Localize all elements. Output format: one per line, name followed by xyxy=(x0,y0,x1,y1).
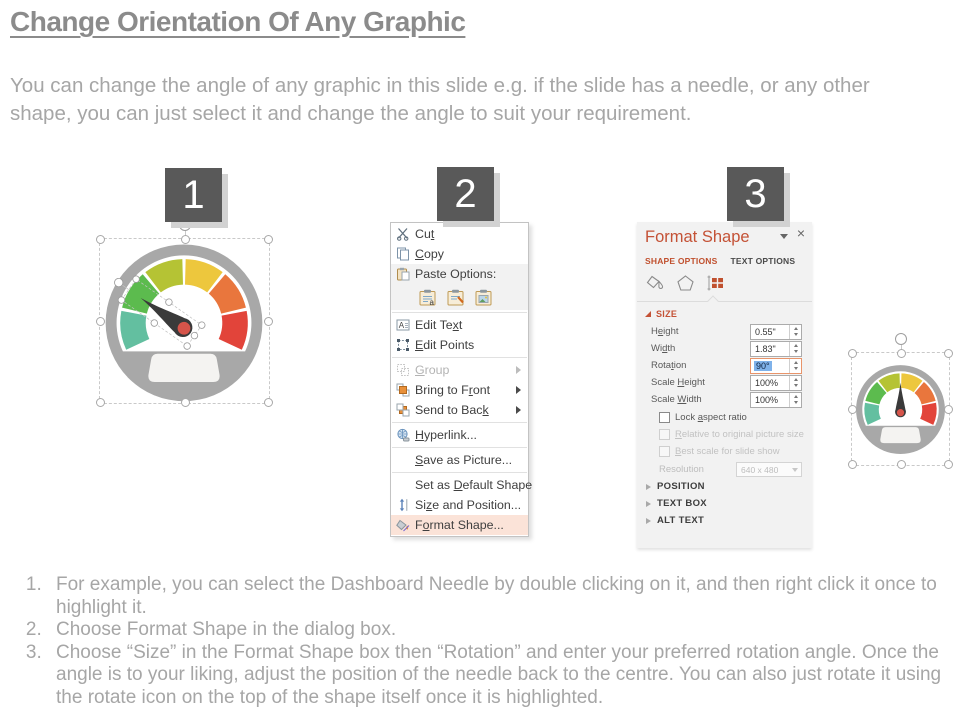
menu-item-send-to-back[interactable] xyxy=(391,400,528,420)
width-input[interactable] xyxy=(750,341,802,357)
menu-item-size-and-position[interactable] xyxy=(391,495,528,515)
rotate-handle-icon[interactable] xyxy=(895,333,907,345)
field-row-scale-width xyxy=(637,391,812,408)
menu-item-label: Size and Position... xyxy=(415,498,522,512)
expand-triangle-icon xyxy=(646,484,651,490)
menu-separator xyxy=(392,312,527,313)
menu-item-label: Copy xyxy=(415,247,444,261)
panel-divider xyxy=(637,301,812,302)
height-input[interactable] xyxy=(750,324,802,340)
menu-item-group xyxy=(391,360,528,380)
fill-line-icon[interactable] xyxy=(646,274,665,292)
section-label: ALT TEXT xyxy=(657,515,705,526)
menu-item-label: Edit Text xyxy=(415,318,463,332)
menu-item-label: Save as Picture... xyxy=(415,453,513,467)
checkbox-label: Lock aspect ratio xyxy=(675,412,747,423)
expand-triangle-icon xyxy=(646,518,651,524)
tab-text-options[interactable]: TEXT OPTIONS xyxy=(730,256,796,266)
submenu-arrow-icon xyxy=(516,406,521,414)
menu-item-copy[interactable] xyxy=(391,244,528,264)
section-label: POSITION xyxy=(657,481,705,492)
resize-handle[interactable] xyxy=(181,235,190,244)
resize-handle[interactable] xyxy=(264,398,273,407)
effects-icon[interactable] xyxy=(676,274,695,292)
resize-handle[interactable] xyxy=(96,398,105,407)
menu-item-cut[interactable] xyxy=(391,224,528,244)
panel-menu-caret-icon[interactable] xyxy=(780,234,788,239)
paste-picture-icon[interactable] xyxy=(473,287,496,308)
menu-item-label: Send to Back xyxy=(415,403,489,417)
format-shape-icon xyxy=(391,518,415,532)
menu-separator xyxy=(392,357,527,358)
field-label: Height xyxy=(651,326,679,337)
spinner-icon[interactable] xyxy=(789,359,801,373)
resolution-label: Resolution xyxy=(659,464,704,475)
paste-keep-source-formatting-icon[interactable] xyxy=(417,287,440,308)
instructions-list xyxy=(10,574,955,709)
edit-points-icon xyxy=(391,338,415,352)
menu-separator xyxy=(392,447,527,448)
checkbox-best-scale xyxy=(637,444,812,459)
submenu-arrow-icon xyxy=(516,366,521,374)
field-row-rotation xyxy=(637,357,812,374)
menu-item-label: Group xyxy=(415,363,450,377)
checkbox-icon xyxy=(659,446,670,457)
field-row-width xyxy=(637,340,812,357)
checkbox-icon xyxy=(659,429,670,440)
dropdown-caret-icon xyxy=(792,468,798,472)
paste-icon xyxy=(391,267,415,281)
section-text-box[interactable] xyxy=(637,495,812,512)
resize-handle[interactable] xyxy=(848,349,857,358)
scale-height-input[interactable] xyxy=(750,375,802,391)
step-badge-1 xyxy=(165,168,222,222)
resize-handle[interactable] xyxy=(181,398,190,407)
panel-title: Format Shape xyxy=(645,228,750,246)
resize-handle[interactable] xyxy=(848,405,857,414)
field-value-selected: 90° xyxy=(756,360,770,371)
menu-separator xyxy=(392,472,527,473)
resize-handle[interactable] xyxy=(848,460,857,469)
step-badge-2 xyxy=(437,167,494,221)
checkbox-icon[interactable] xyxy=(659,412,670,423)
field-label: Scale Height xyxy=(651,377,705,388)
panel-tabs xyxy=(637,247,812,266)
field-label: Rotation xyxy=(651,360,687,371)
scissors-icon xyxy=(391,227,415,241)
menu-separator xyxy=(392,422,527,423)
menu-item-format-shape[interactable] xyxy=(391,515,528,535)
field-row-height xyxy=(637,323,812,340)
collapse-triangle-icon xyxy=(645,311,651,317)
resize-handle[interactable] xyxy=(897,460,906,469)
edit-text-icon xyxy=(391,318,415,332)
send-to-back-icon xyxy=(391,403,415,417)
rotation-input[interactable] xyxy=(750,358,802,374)
step-badge-3 xyxy=(727,167,784,221)
resize-handle[interactable] xyxy=(96,235,105,244)
spinner-icon[interactable] xyxy=(789,376,801,390)
menu-item-label: Edit Points xyxy=(415,338,475,352)
resize-handle[interactable] xyxy=(96,317,105,326)
menu-item-bring-to-front[interactable] xyxy=(391,380,528,400)
spinner-icon[interactable] xyxy=(789,342,801,356)
checkbox-lock-aspect-ratio[interactable] xyxy=(637,410,812,425)
menu-item-paste-options xyxy=(391,264,528,284)
menu-item-save-as-picture[interactable] xyxy=(391,450,528,470)
resize-handle[interactable] xyxy=(944,460,953,469)
section-position[interactable] xyxy=(637,478,812,495)
scale-width-input[interactable] xyxy=(750,392,802,408)
field-value: 100% xyxy=(755,394,779,405)
menu-item-hyperlink[interactable] xyxy=(391,425,528,445)
dashboard-gauge[interactable] xyxy=(102,239,266,403)
menu-item-edit-text[interactable] xyxy=(391,315,528,335)
spinner-icon[interactable] xyxy=(789,393,801,407)
result-dashboard-gauge[interactable] xyxy=(854,362,947,455)
section-label: TEXT BOX xyxy=(657,498,707,509)
field-value: 1.83" xyxy=(755,343,776,354)
instruction-item: 3. Choose “Size” in the Format Shape box then “Rotation” and enter your preferred rotation angle. Once the angle is to your liking, adjust the position of the needle back to the centre. You can also just rotate it using the rotate icon on the top of the shape itself once it is highlighted. xyxy=(47,642,955,710)
intro-text: You can change the angle of any graphic in this slide e.g. if the slide has a needle, or any other shape, you can just select it and change the angle to suit your requirement. xyxy=(10,74,870,125)
menu-item-label: Format Shape... xyxy=(415,518,504,532)
resize-handle[interactable] xyxy=(264,317,273,326)
hyperlink-icon xyxy=(391,428,415,442)
paste-options-row xyxy=(391,284,528,310)
resolution-row xyxy=(637,461,812,478)
step-number: 1 xyxy=(182,172,205,217)
size-properties-icon[interactable] xyxy=(706,274,725,292)
bring-to-front-icon xyxy=(391,383,415,397)
step-number: 2 xyxy=(454,171,477,216)
gauge-selection-box[interactable] xyxy=(99,238,270,404)
resolution-dropdown xyxy=(736,462,802,477)
panel-close-icon[interactable]: × xyxy=(796,225,805,241)
page-title: Change Orientation Of Any Graphic xyxy=(10,6,466,37)
checkbox-label: Best scale for slide show xyxy=(675,446,780,457)
size-position-icon xyxy=(391,498,415,512)
copy-icon xyxy=(391,247,415,261)
size-section-header[interactable] xyxy=(637,302,812,323)
svg-text:A: A xyxy=(398,321,405,331)
step-number: 3 xyxy=(744,171,767,216)
menu-item-edit-points[interactable] xyxy=(391,335,528,355)
field-row-scale-height xyxy=(637,374,812,391)
menu-item-label: Set as Default Shape xyxy=(415,478,533,492)
result-gauge-selection-box[interactable] xyxy=(851,352,950,466)
menu-item-set-as-default-shape[interactable] xyxy=(391,475,533,495)
checkbox-relative-to-original xyxy=(637,427,812,442)
svg-text:a: a xyxy=(429,297,434,306)
tab-shape-options[interactable]: SHAPE OPTIONS xyxy=(645,256,718,266)
menu-item-label: Hyperlink... xyxy=(415,428,477,442)
group-icon xyxy=(391,363,415,377)
resize-handle[interactable] xyxy=(264,235,273,244)
resize-handle[interactable] xyxy=(897,349,906,358)
instruction-item: 2. Choose Format Shape in the dialog box. xyxy=(47,619,955,642)
section-alt-text[interactable] xyxy=(637,512,812,529)
expand-triangle-icon xyxy=(646,501,651,507)
field-value: 100% xyxy=(755,377,779,388)
checkbox-label: Relative to original picture size xyxy=(675,429,804,440)
field-label: Width xyxy=(651,343,676,354)
field-label: Scale Width xyxy=(651,394,702,405)
resolution-value: 640 x 480 xyxy=(741,464,779,475)
resize-handle[interactable] xyxy=(944,349,953,358)
context-menu xyxy=(390,222,533,537)
panel-tool-icons xyxy=(637,266,812,298)
spinner-icon[interactable] xyxy=(789,325,801,339)
submenu-arrow-icon xyxy=(516,386,521,394)
field-value: 0.55" xyxy=(755,326,776,337)
instruction-item: 1. For example, you can select the Dashboard Needle by double clicking on it, and then right click it once to highlight it. xyxy=(47,574,955,619)
paste-use-destination-theme-icon[interactable] xyxy=(445,287,468,308)
menu-item-label: Cut xyxy=(415,227,435,241)
panel-header xyxy=(637,222,812,247)
size-section-label: SIZE xyxy=(656,309,678,319)
format-shape-panel xyxy=(637,222,812,548)
menu-item-label: Paste Options: xyxy=(415,267,497,281)
resize-handle[interactable] xyxy=(944,405,953,414)
menu-item-label: Bring to Front xyxy=(415,383,491,397)
